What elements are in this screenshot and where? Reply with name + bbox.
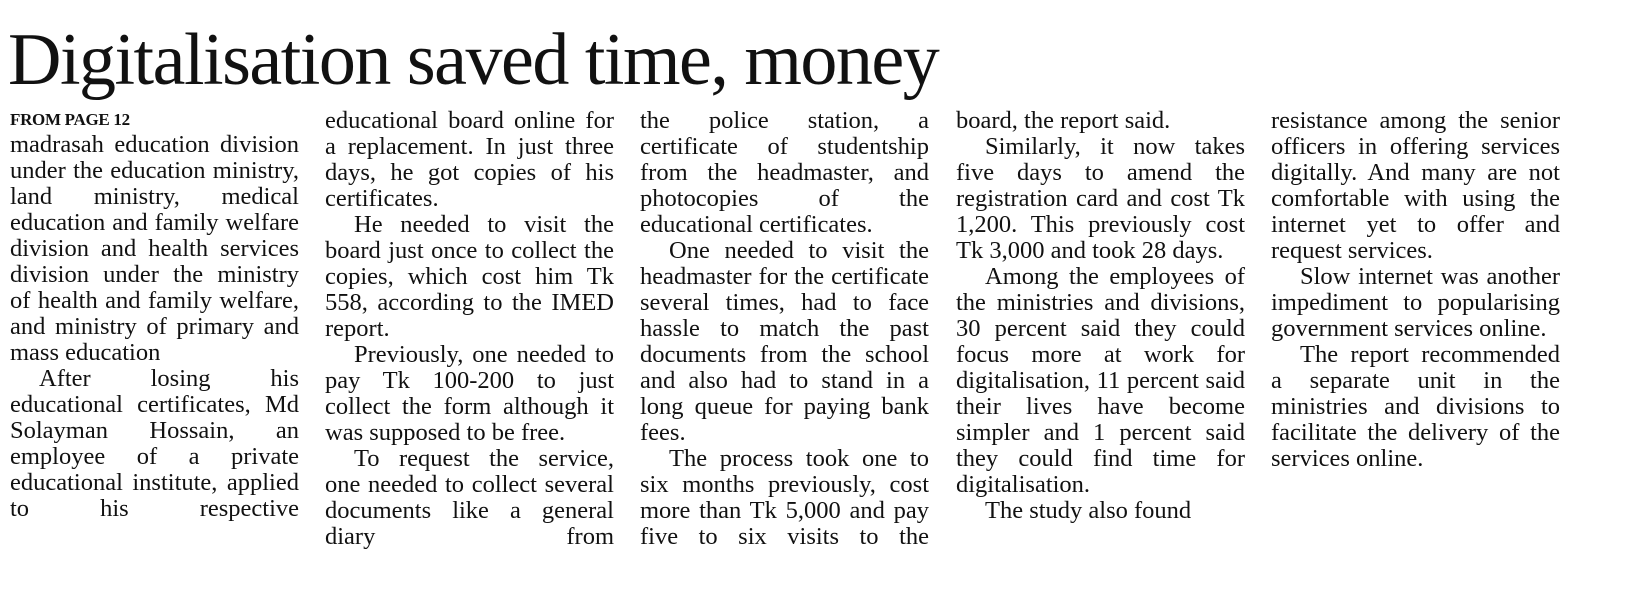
column-5-paragraph-2: Slow internet was another impediment to popularising government services online. bbox=[1271, 263, 1560, 342]
column-2-paragraph-4: To request the service, one needed to collect several documents like a general diary from bbox=[325, 445, 614, 550]
kicker-from-page: FROM PAGE 12 bbox=[10, 110, 130, 129]
column-5-paragraph-1: resistance among the senior officers in offering services digitally. And many are not comfortable with using the internet yet to offer and request services. bbox=[1271, 107, 1560, 264]
column-2-paragraph-3: Previously, one needed to pay Tk 100-200 to just collect the form although it was supposed to be free. bbox=[325, 341, 614, 446]
column-4-paragraph-4: The study also found bbox=[985, 497, 1192, 524]
article-column-5 bbox=[1271, 108, 1560, 472]
column-1-paragraph-2: After losing his educational certificates, Md Solayman Hossain, an employee of a private educational institute, applied to his respective bbox=[10, 365, 299, 522]
column-4-paragraph-2: Similarly, it now takes five days to amend the registration card and cost Tk 1,200. This previously cost Tk 3,000 and took 28 days. bbox=[956, 133, 1245, 264]
column-3-paragraph-3: The process took one to six months previously, cost more than Tk 5,000 and pay five to six visits to the bbox=[640, 445, 929, 550]
column-2-paragraph-1: educational board online for a replacement. In just three days, he got copies of his certificates. bbox=[325, 107, 614, 212]
headline: Digitalisation saved time, money bbox=[8, 19, 939, 101]
column-4-paragraph-3: Among the employees of the ministries and divisions, 30 percent said they could focus more at work for digitalisation, 11 percent said their lives have become simpler and 1 percent said they could find time for digitalisation. bbox=[956, 263, 1245, 498]
article-column-2 bbox=[325, 108, 614, 550]
column-3-paragraph-1: the police station, a certificate of studentship from the headmaster, and photocopies of the educational certificates. bbox=[640, 107, 929, 238]
column-1-paragraph-1: madrasah education division under the education ministry, land ministry, medical education and family welfare division and health services division under the ministry of health and family welfare, and ministry of primary and mass education bbox=[10, 131, 299, 366]
article-column-3 bbox=[640, 108, 929, 550]
column-2-paragraph-2: He needed to visit the board just once to collect the copies, which cost him Tk 558, according to the IMED report. bbox=[325, 211, 614, 342]
column-4-paragraph-1: board, the report said. bbox=[956, 107, 1171, 134]
column-3-paragraph-2: One needed to visit the headmaster for the certificate several times, had to face hassle to match the past documents from the school and also had to stand in a long queue for paying bank fees. bbox=[640, 237, 929, 446]
column-5-paragraph-3: The report recommended a separate unit in the ministries and divisions to facilitate the delivery of the services online. bbox=[1271, 341, 1560, 472]
article-column-1 bbox=[10, 108, 299, 522]
article-column-4 bbox=[956, 108, 1245, 524]
